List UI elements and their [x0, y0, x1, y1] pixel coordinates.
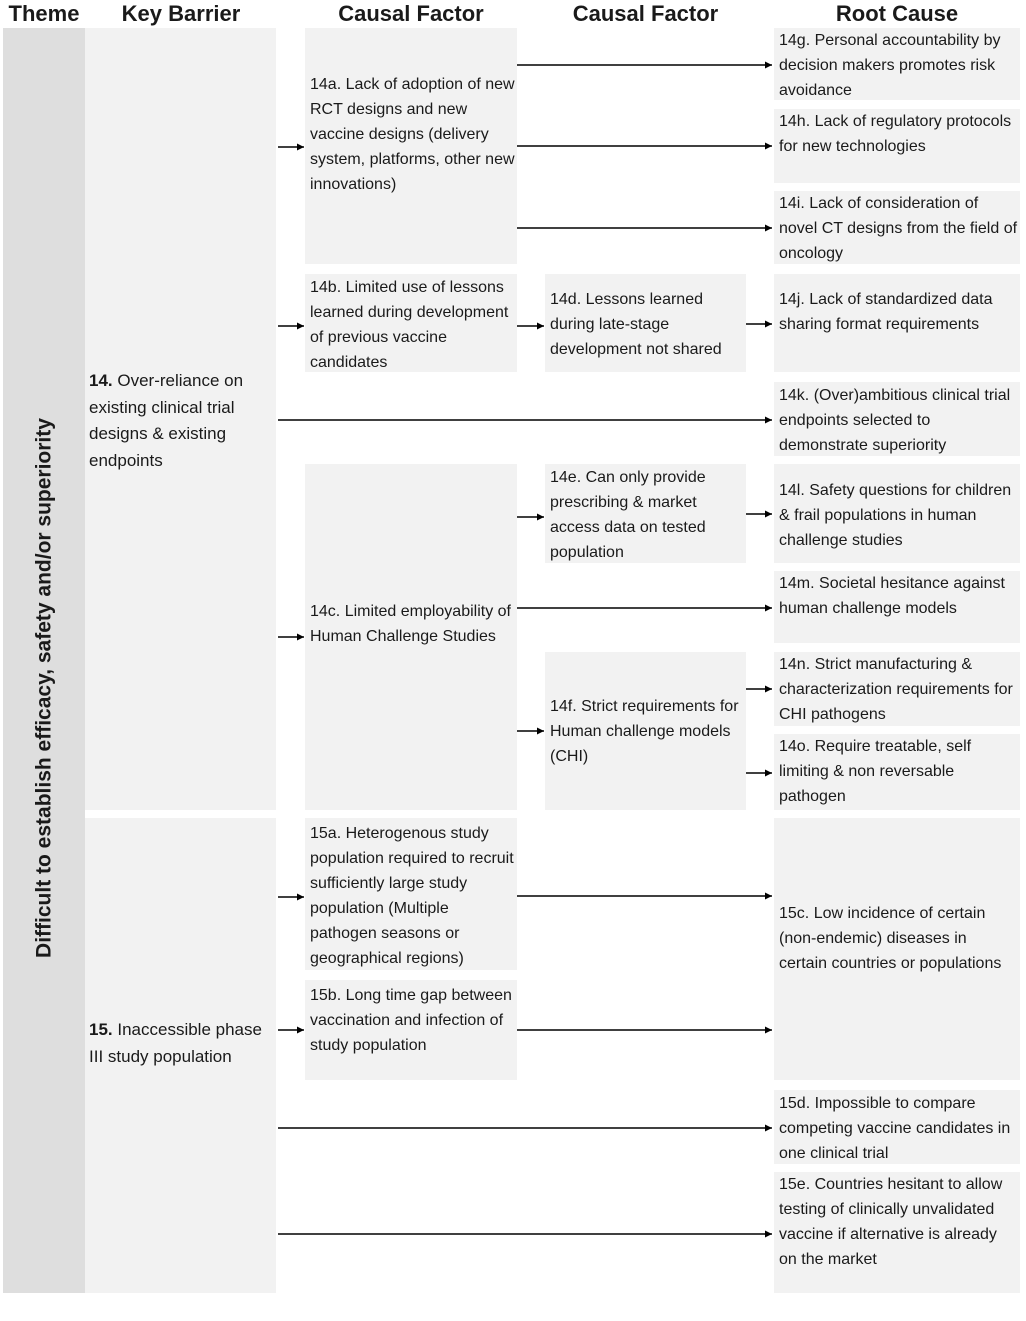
theme-label: Difficult to establish efficacy, safety and/or superiority: [32, 418, 56, 958]
root-cause-15c-text: 15c. Low incidence of certain (non-endemic) diseases in certain countries or populations: [779, 905, 1002, 972]
header-theme: Theme: [8, 1, 80, 26]
header-root-cause: Root Cause: [835, 1, 959, 26]
key-barrier-14-number: 14.: [89, 371, 113, 390]
root-cause-14i-text: 14i. Lack of consideration of novel CT designs from the field of oncology: [779, 195, 1018, 262]
root-cause-14h-text: 14h. Lack of regulatory protocols for new technologies: [779, 113, 1012, 155]
causal-factor-15a-text: 15a. Heterogenous study population required to recruit sufficiently large study population (Multiple pathogen seasons or geographical regions): [310, 825, 514, 967]
root-cause-14l-text: 14l. Safety questions for children & frail populations in human challenge studies: [779, 482, 1012, 549]
root-cause-14o-text: 14o. Require treatable, self limiting & non reversable pathogen: [779, 738, 972, 805]
causal-factor-14a-text: 14a. Lack of adoption of new RCT designs and new vaccine designs (delivery system, platforms, other new innovations): [310, 76, 515, 193]
root-cause-14n-text: 14n. Strict manufacturing & characterization requirements for CHI pathogens: [779, 656, 1013, 723]
header-causal-factor-1: Causal Factor: [338, 1, 484, 26]
causal-factor-14d-text: 14d. Lessons learned during late-stage development not shared: [550, 291, 722, 358]
root-cause-14k-text: 14k. (Over)ambitious clinical trial endpoints selected to demonstrate superiority: [779, 387, 1011, 454]
root-cause-15d-text: 15d. Impossible to compare competing vaccine candidates in one clinical trial: [779, 1095, 1011, 1162]
header-causal-factor-2: Causal Factor: [572, 1, 719, 26]
root-cause-14j-text: 14j. Lack of standardized data sharing format requirements: [779, 291, 993, 333]
root-cause-14m-text: 14m. Societal hesitance against human challenge models: [779, 575, 1005, 617]
causal-factor-14b-text: 14b. Limited use of lessons learned during development of previous vaccine candidates: [310, 279, 509, 371]
causal-factor-14e-text: 14e. Can only provide prescribing & market access data on tested population: [550, 469, 706, 561]
header-key-barrier: Key Barrier: [121, 1, 241, 26]
root-cause-14g-text: 14g. Personal accountability by decision makers promotes risk avoidance: [779, 32, 1001, 99]
root-cause-15e-text: 15e. Countries hesitant to allow testing of clinically unvalidated vaccine if alternative is already on the market: [779, 1176, 1003, 1268]
key-barrier-15-number: 15.: [89, 1020, 113, 1039]
causal-factor-15b-text: 15b. Long time gap between vaccination and infection of study population: [310, 987, 512, 1054]
key-barrier-14-text: Over-reliance on existing clinical trial designs & existing endpoints: [89, 371, 244, 470]
causal-factor-14f-text: 14f. Strict requirements for Human challenge models (CHI): [550, 698, 739, 765]
causal-factor-14c-text: 14c. Limited employability of Human Challenge Studies: [310, 603, 511, 645]
key-barrier-15-text: Inaccessible phase III study population: [89, 1020, 262, 1066]
